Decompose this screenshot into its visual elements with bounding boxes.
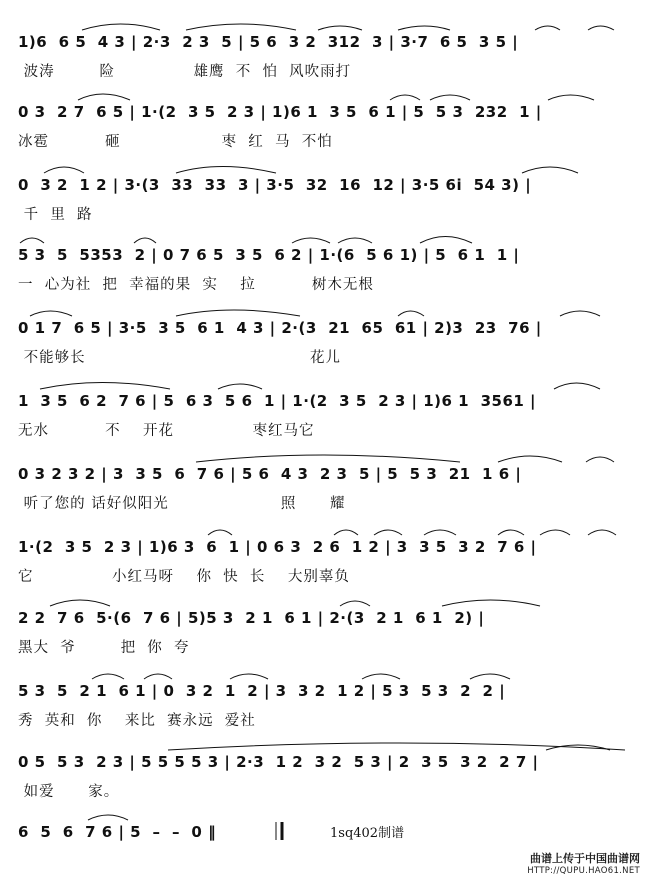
slur-arc <box>424 530 456 535</box>
lyrics-line: 冰雹 砸 枣 红 马 不怕 <box>18 134 333 150</box>
slur-arc <box>522 167 578 173</box>
slur-arc <box>398 26 450 30</box>
slur-arc <box>40 383 170 390</box>
slur-arc <box>292 238 330 243</box>
lyrics-line: 如爱 家。 <box>18 784 120 800</box>
slur-arc <box>196 455 460 462</box>
score-credit: 1sq402制谱 <box>330 826 405 841</box>
slur-arc <box>374 530 402 535</box>
slur-arc <box>186 24 296 30</box>
slur-arc <box>586 457 614 462</box>
lyrics-line: 秀 英和 你 来比 赛永远 爱社 <box>18 713 256 729</box>
notation-line: 0 3 2 1 2 | 3·(3 33 33 3 | 3·5 32 16 12 | 3·5 6i 54 3) | <box>18 176 532 194</box>
lyrics-line: 它 小红马呀 你 快 长 大别辜负 <box>18 569 350 585</box>
slur-arc <box>442 600 540 606</box>
notation-line: 1)6 6 5 4 3 | 2·3 2 3 5 | 5 6 3 2 312 3 | 3·7 6 5 3 5 | <box>18 33 519 51</box>
slur-arc <box>588 530 616 535</box>
notation-line: 0 3 2 3 2 | 3 3 5 6 7 6 | 5 6 4 3 2 3 5 | 5 5 3 21 1 6 | <box>18 465 522 483</box>
watermark-line1: 曲谱上传于中国曲谱网 <box>530 852 640 865</box>
notation-line: 5 3 5 5353 2 | 0 7 6 5 3 5 6 2 | 1·(6 5 6 1) | 5 6 1 1 | <box>18 246 520 264</box>
slur-arc <box>498 456 562 462</box>
lyrics-line: 一 心为社 把 幸福的果 实 拉 树木无根 <box>18 277 374 293</box>
slur-arc <box>340 601 370 606</box>
slur-arc <box>218 384 262 389</box>
notation-line: 6 5 6 7 6 | 5 – – 0 ‖ <box>18 823 217 841</box>
notation-line: 2 2 7 6 5·(6 7 6 | 5)5 3 2 1 6 1 | 2·(3 2 1 6 1 2) | <box>18 609 485 627</box>
slur-arc <box>92 674 124 679</box>
notation-line: 0 1 7 6 5 | 3·5 3 5 6 1 4 3 | 2·(3 21 65 61 | 2)3 23 76 | <box>18 319 542 337</box>
slur-arc <box>560 311 600 316</box>
slur-arc <box>144 674 172 679</box>
slur-arc <box>338 238 372 243</box>
slur-arc <box>168 743 625 750</box>
notation-line: 0 3 2 7 6 5 | 1·(2 3 5 2 3 | 1)6 1 3 5 6 1 | 5 5 3 232 1 | <box>18 103 542 121</box>
slur-arc <box>30 311 72 316</box>
slur-arc <box>318 26 362 30</box>
slur-arc <box>420 237 472 244</box>
slur-arc <box>176 167 276 174</box>
notation-line: 0 5 5 3 2 3 | 5 5 5 5 3 | 2·3 1 2 3 2 5 3 | 2 3 5 3 2 2 7 | <box>18 753 539 771</box>
slur-arc <box>44 167 84 173</box>
slur-arc <box>548 95 594 100</box>
slur-arc <box>334 530 358 535</box>
slur-arc <box>50 600 110 606</box>
slur-arc <box>540 530 570 535</box>
slur-arc <box>398 311 424 316</box>
slur-arc <box>88 815 128 820</box>
slur-arc <box>20 238 44 243</box>
slur-arc <box>554 383 600 389</box>
lyrics-line: 不能够长 花儿 <box>18 350 341 366</box>
lyrics-line: 波涛 险 雄鹰 不 怕 风吹雨打 <box>18 64 352 80</box>
slur-arc <box>78 94 130 100</box>
slur-arc <box>535 26 560 30</box>
lyrics-line: 千 里 路 <box>18 207 93 223</box>
slur-arc <box>208 530 232 535</box>
slur-arc <box>588 26 614 30</box>
watermark-line2: HTTP://QUPU.HAO61.NET <box>527 866 640 876</box>
slur-arc <box>176 310 300 316</box>
slur-arc <box>390 95 420 100</box>
slur-arc <box>134 238 156 243</box>
lyrics-line: 黑大 爷 把 你 夸 <box>18 640 190 656</box>
notation-line: 1·(2 3 5 2 3 | 1)6 3 6 1 | 0 6 3 2 6 1 2 | 3 3 5 3 2 7 6 | <box>18 538 537 556</box>
lyrics-line: 听了您的 话好似阳光 照 耀 <box>18 496 346 512</box>
slur-arc <box>498 530 524 535</box>
slur-arc <box>470 674 510 679</box>
lyrics-line: 无水 不 开花 枣红马它 <box>18 423 315 439</box>
slur-arc <box>82 24 160 30</box>
notation-line: 5 3 5 2 1 6 1 | 0 3 2 1 2 | 3 3 2 1 2 | 5 3 5 3 2 2 | <box>18 682 506 700</box>
notation-line: 1 3 5 6 2 7 6 | 5 6 3 5 6 1 | 1·(2 3 5 2 3 | 1)6 1 3561 | <box>18 392 537 410</box>
watermark <box>490 852 640 877</box>
slur-arc <box>362 674 400 679</box>
slur-arc <box>430 95 470 100</box>
slur-arc <box>230 674 268 679</box>
